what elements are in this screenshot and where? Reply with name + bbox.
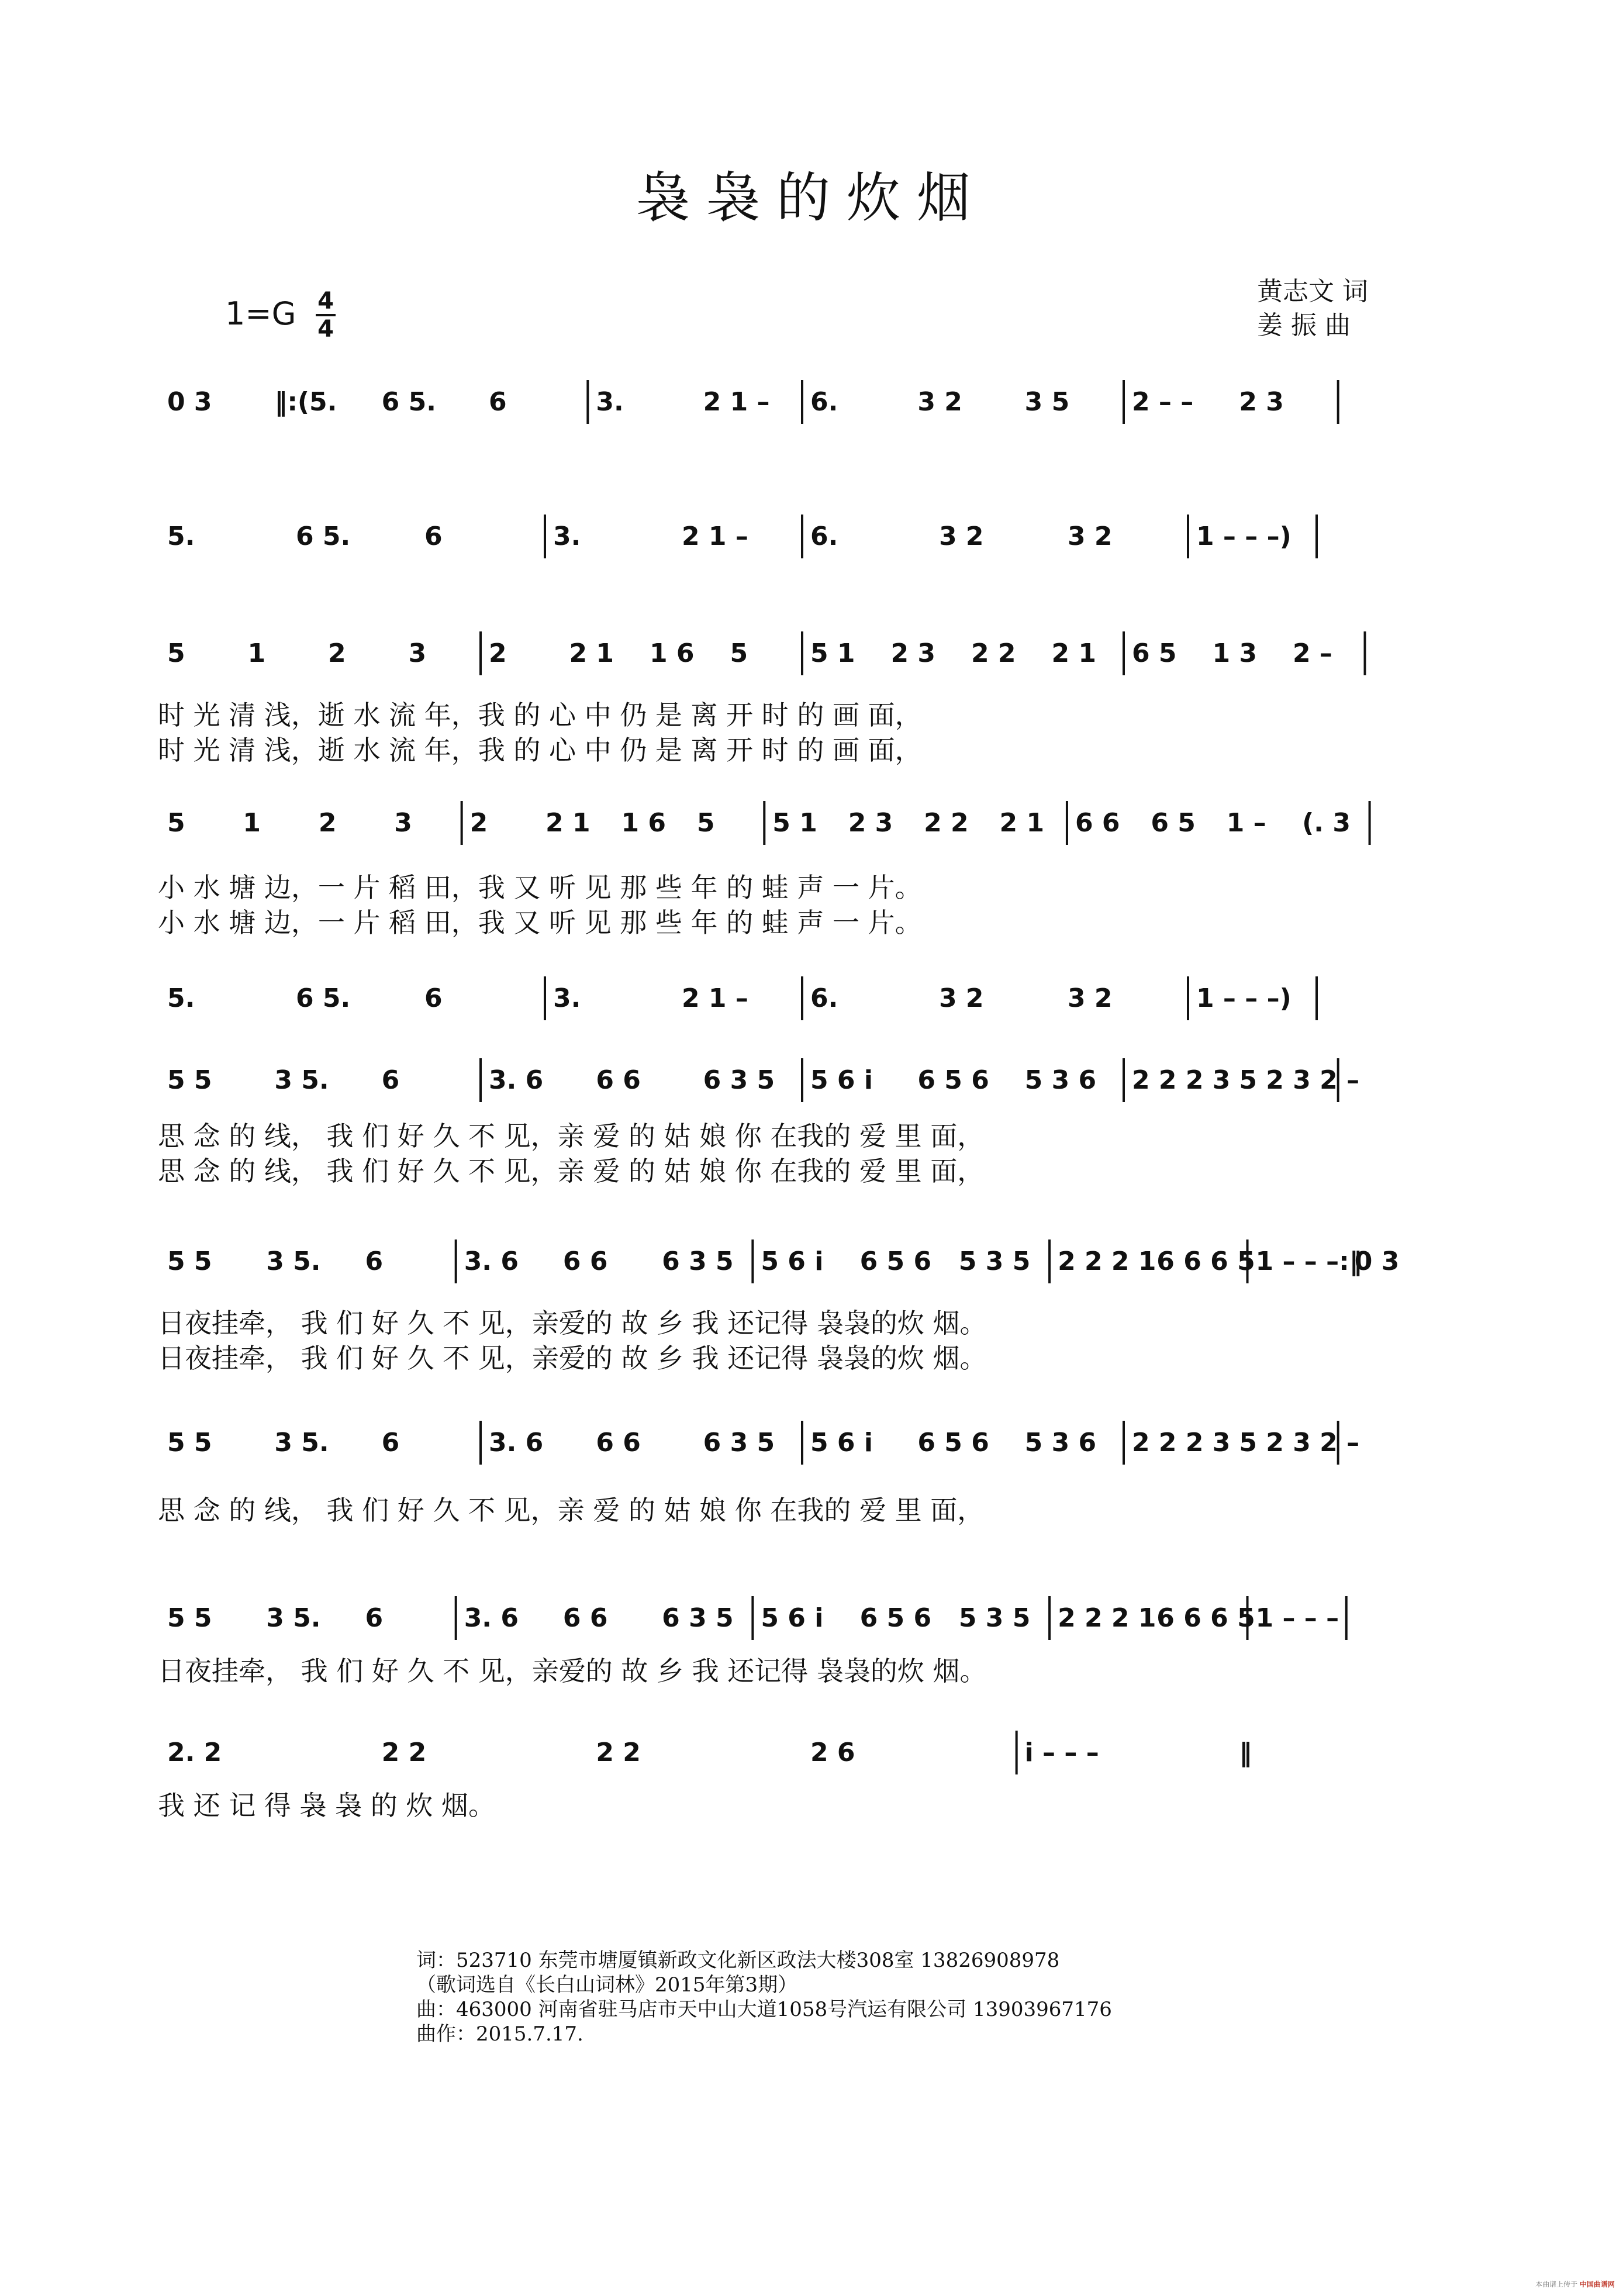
note-group: 5 3 5 (958, 1603, 1031, 1633)
staff-line (158, 1234, 1473, 1286)
note-group: 6 (365, 1247, 384, 1276)
watermark-brand: 中国曲谱网 (1579, 2280, 1615, 2288)
note-group: 3 (394, 808, 412, 838)
note-group: 3. (553, 983, 581, 1013)
note-group: 5 5 (167, 1603, 212, 1633)
note-group: 6 6 6 5 (1156, 1603, 1255, 1633)
note-group: 6 (424, 983, 443, 1013)
note-group: 2 (469, 808, 488, 838)
note-group: 2. 2 (167, 1738, 222, 1767)
note-group: 2 2 2 1 (1058, 1247, 1156, 1276)
lyric-line: 时 光 清 浅，逝 水 流 年，我 的 心 中 仍 是 离 开 时 的 画 面， (158, 734, 922, 766)
staff-line (158, 795, 1473, 848)
note-group: 0 3 (1354, 1247, 1400, 1276)
note-group: 6 3 5 (703, 1428, 775, 1458)
note-group: (. 3 (1302, 808, 1351, 838)
note-group: 2 1 (1051, 638, 1097, 668)
time-signature-top: 4 (317, 288, 334, 315)
footer-line: 曲作：2015.7.17. (416, 2022, 583, 2046)
footer-info (416, 1948, 1112, 2046)
note-group: 3 5 (1024, 387, 1070, 417)
note-group: 6 5 6 (859, 1603, 932, 1633)
note-group: 5 6 i (761, 1603, 824, 1633)
note-group: 5 3 6 (1024, 1428, 1097, 1458)
note-group: 3 5. (274, 1428, 329, 1458)
staff-system (158, 1725, 1473, 1777)
note-group: 5 3 6 (1024, 1065, 1097, 1095)
note-group: 6 6 (596, 1428, 641, 1458)
note-group: 3. (553, 522, 581, 551)
note-group: 6 6 (1075, 808, 1120, 838)
note-group: 2 1 – (682, 983, 748, 1013)
note-group: 2 2 (971, 638, 1016, 668)
note-group: 6 5 6 (917, 1428, 989, 1458)
note-group: 2 1 (545, 808, 591, 838)
note-group: 1 (247, 638, 266, 668)
note-group: 2 2 (924, 808, 969, 838)
note-group: 5 2 3 2 – (1239, 1428, 1360, 1458)
lyric-line: 小 水 塘 边，一 片 稻 田，我 又 听 见 那 些 年 的 蛙 声 一 片。 (158, 872, 922, 903)
note-group: 2 1 – (703, 387, 770, 417)
note-group: ‖ (1239, 1738, 1252, 1767)
note-group: 1 – – –:‖ (1255, 1247, 1362, 1276)
credits (1257, 275, 1368, 343)
note-group: 3 5. (266, 1603, 321, 1633)
note-group: 2 6 (810, 1738, 855, 1767)
note-group: 5 (730, 638, 748, 668)
staff-system (158, 1415, 1473, 1468)
staff-system (158, 795, 1473, 848)
note-group: 3 2 (1068, 983, 1113, 1013)
note-group: 1 6 (650, 638, 695, 668)
composer: 姜 振 曲 (1257, 310, 1351, 340)
note-group: 2 1 (569, 638, 614, 668)
note-group: 6 6 (596, 1065, 641, 1095)
note-group: 5 6 i (761, 1247, 824, 1276)
note-group: 6 3 5 (703, 1065, 775, 1095)
staff-line (158, 626, 1473, 678)
watermark-prefix: 本曲谱上传于 (1535, 2280, 1578, 2288)
staff-line (158, 971, 1473, 1023)
footer-line: （歌词选自《长白山词林》2015年第3期） (416, 1973, 798, 1997)
note-group: 5 2 3 2 – (1239, 1065, 1360, 1095)
note-group: 6 5. (381, 387, 436, 417)
note-group: 6 5 6 (917, 1065, 989, 1095)
note-group: 6 5 6 (859, 1247, 932, 1276)
note-group: 2 3 (890, 638, 936, 668)
note-group: 5. (167, 983, 195, 1013)
note-group: 3 (408, 638, 427, 668)
lyricist: 黄志文 词 (1257, 277, 1368, 306)
note-group: 3. 6 (489, 1065, 544, 1095)
staff-system (158, 1234, 1473, 1286)
time-signature (316, 289, 336, 341)
lyric-line: 时 光 清 浅，逝 水 流 年，我 的 心 中 仍 是 离 开 时 的 画 面， (158, 699, 922, 731)
note-group: 2 (318, 808, 337, 838)
lyric-line: 小 水 塘 边，一 片 稻 田，我 又 听 见 那 些 年 的 蛙 声 一 片。 (158, 907, 922, 938)
note-group: 3. 6 (489, 1428, 544, 1458)
note-group: 6. (810, 983, 838, 1013)
lyric-line: 日夜挂牵， 我 们 好 久 不 见，亲爱的 故 乡 我 还记得 袅袅的炊 烟。 (158, 1655, 987, 1687)
note-group: 1 6 (621, 808, 667, 838)
note-group: 3. 6 (464, 1603, 519, 1633)
note-group: 6 6 6 5 (1156, 1247, 1255, 1276)
footer-line: 词：523710 东莞市塘厦镇新政文化新区政法大楼308室 13826908978 (416, 1949, 1060, 1972)
note-group: 1 – – –) (1196, 522, 1292, 551)
lyric-line: 日夜挂牵， 我 们 好 久 不 见，亲爱的 故 乡 我 还记得 袅袅的炊 烟。 (158, 1342, 987, 1374)
note-group: 6. (810, 522, 838, 551)
note-group: ‖:(5. (274, 387, 337, 417)
note-group: 5 6 i (810, 1428, 873, 1458)
note-group: 5 3 5 (958, 1247, 1031, 1276)
note-group: 2 (489, 638, 507, 668)
note-group: 1 3 (1212, 638, 1258, 668)
staff-system (158, 1590, 1473, 1643)
lyric-line: 日夜挂牵， 我 们 好 久 不 见，亲爱的 故 乡 我 还记得 袅袅的炊 烟。 (158, 1307, 987, 1339)
note-group: 3 2 (939, 983, 984, 1013)
note-group: 5 (167, 808, 185, 838)
time-signature-bottom: 4 (317, 316, 334, 343)
footer-line: 曲：463000 河南省驻马店市天中山大道1058号汽运有限公司 13903967176 (416, 1998, 1112, 2021)
note-group: 5 5 (167, 1247, 212, 1276)
note-group: 5. (167, 522, 195, 551)
staff-line (158, 1415, 1473, 1468)
note-group: 1 – – –) (1196, 983, 1292, 1013)
staff-line (158, 509, 1473, 561)
note-group: 2 2 2 1 (1058, 1603, 1156, 1633)
note-group: 6 6 (562, 1603, 608, 1633)
note-group: 2 – – (1132, 387, 1194, 417)
lyric-line: 思 念 的 线， 我 们 好 久 不 见，亲 爱 的 姑 娘 你 在我的 爱 里 面， (158, 1494, 985, 1526)
staff-system (158, 374, 1473, 427)
lyric-line: 我 还 记 得 袅 袅 的 炊 烟。 (158, 1790, 495, 1821)
note-group: 5 1 (772, 808, 817, 838)
note-group: 3 2 (917, 387, 962, 417)
staff-system (158, 1052, 1473, 1105)
note-group: 6 5. (296, 983, 351, 1013)
note-group: 1 (243, 808, 261, 838)
staff-line (158, 1052, 1473, 1105)
note-group: 6 5 (1132, 638, 1177, 668)
lyric-line: 思 念 的 线， 我 们 好 久 不 见，亲 爱 的 姑 娘 你 在我的 爱 里 面， (158, 1120, 985, 1152)
note-group: 5 (167, 638, 185, 668)
note-group: 3 5. (274, 1065, 329, 1095)
note-group: 3 2 (1068, 522, 1113, 551)
note-group: 3. 6 (464, 1247, 519, 1276)
note-group: 2 3 (1239, 387, 1284, 417)
note-group: 6 5 (1151, 808, 1196, 838)
note-group: 6 (424, 522, 443, 551)
note-group: 6 (365, 1603, 384, 1633)
key-signature: 1=G (225, 295, 296, 332)
note-group: 6 (489, 387, 507, 417)
note-group: 2 2 2 3 (1132, 1065, 1231, 1095)
note-group: 6 6 (562, 1247, 608, 1276)
note-group: 3 2 (939, 522, 984, 551)
note-group: 2 2 2 3 (1132, 1428, 1231, 1458)
note-group: 2 – (1293, 638, 1332, 668)
note-group: 2 2 (596, 1738, 641, 1767)
staff-system (158, 626, 1473, 678)
note-group: 5 (696, 808, 715, 838)
staff-system (158, 509, 1473, 561)
note-group: 1 – (1226, 808, 1266, 838)
note-group: 6 5. (296, 522, 351, 551)
note-group: 2 1 (999, 808, 1045, 838)
note-group: 1 – – – (1255, 1603, 1339, 1633)
note-group: 6 (381, 1065, 400, 1095)
staff-system (158, 971, 1473, 1023)
note-group: 2 2 (381, 1738, 427, 1767)
note-group: 6 3 5 (662, 1247, 734, 1276)
note-group: 2 (328, 638, 346, 668)
note-group: 5 5 (167, 1428, 212, 1458)
staff-line (158, 1590, 1473, 1643)
note-group: 6 3 5 (662, 1603, 734, 1633)
note-group: i – – – (1024, 1738, 1099, 1767)
note-group: 3. (596, 387, 624, 417)
note-group: 5 6 i (810, 1065, 873, 1095)
note-group: 6. (810, 387, 838, 417)
note-group: 5 5 (167, 1065, 212, 1095)
lyric-line: 思 念 的 线， 我 们 好 久 不 见，亲 爱 的 姑 娘 你 在我的 爱 里 面， (158, 1155, 985, 1187)
watermark (1535, 2279, 1615, 2289)
note-group: 5 1 (810, 638, 855, 668)
note-group: 2 1 – (682, 522, 748, 551)
note-group: 2 3 (848, 808, 893, 838)
note-group: 0 3 (167, 387, 212, 417)
staff-line (158, 374, 1473, 427)
page-title: 袅袅的炊烟 (636, 167, 987, 229)
note-group: 6 (381, 1428, 400, 1458)
note-group: 3 5. (266, 1247, 321, 1276)
staff-line (158, 1725, 1473, 1777)
